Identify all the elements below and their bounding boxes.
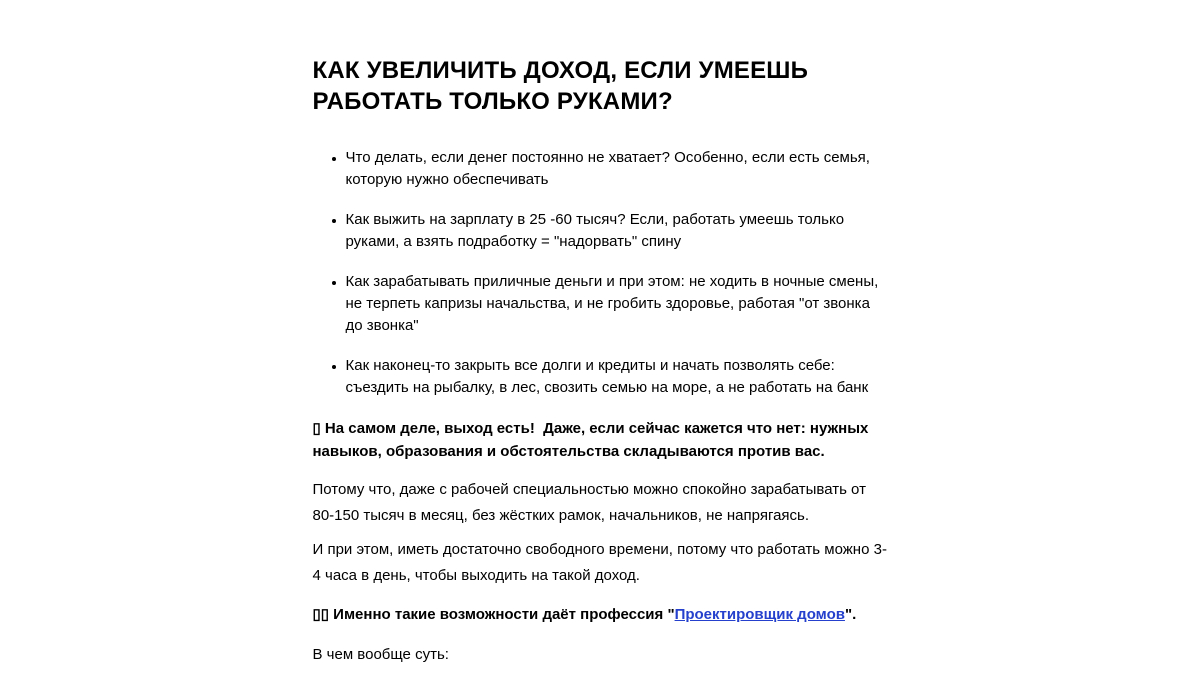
list-item: • Как зарабатывать приличные деньги и при этом: не ходить в ночные смены, не терпеть капризы начальства, и не гробить здоровье, работая "от звонка до звонка" [346, 271, 888, 337]
profession-cta-line [313, 603, 888, 626]
closing-line: В чем вообще суть: [312, 646, 449, 663]
article-page [313, 0, 888, 666]
list-item: • Что делать, если денег постоянно не хватает? Особенно, если есть семья, которую нужно обеспечивать [346, 147, 888, 191]
list-item: • Как выжить на зарплату в 25 -60 тысяч? Если, работать умеешь только руками, а взять подработку = "надорвать" спину [346, 209, 888, 253]
cta-prefix-text: ▯▯ Именно такие возможности даёт профессия " [312, 606, 675, 623]
pain-points-list [313, 147, 888, 399]
list-item: • Как наконец-то закрыть все долги и кредиты и начать позволять себе: съездить на рыбалку, в лес, свозить семью на море, а не работать на банк [346, 355, 888, 399]
solution-intro-paragraph: ▯ На самом деле, выход есть! Даже, если сейчас кажется что нет: нужных навыков, образования и обстоятельства складываются против вас. [312, 420, 873, 460]
profession-link[interactable]: Проектировщик домов [674, 606, 845, 623]
page-title: КАК УВЕЛИЧИТЬ ДОХОД, ЕСЛИ УМЕЕШЬ РАБОТАТЬ ТОЛЬКО РУКАМИ? [312, 57, 809, 115]
cta-suffix-text: ". [844, 606, 857, 623]
income-paragraph: Потому что, даже с рабочей специальностью можно спокойно зарабатывать от 80-150 тысяч в месяц, без жёстких рамок, начальников, не напрягаясь. [312, 481, 866, 524]
free-time-paragraph: И при этом, иметь достаточно свободного времени, потому что работать можно 3-4 часа в день, чтобы выходить на такой доход. [312, 541, 887, 584]
